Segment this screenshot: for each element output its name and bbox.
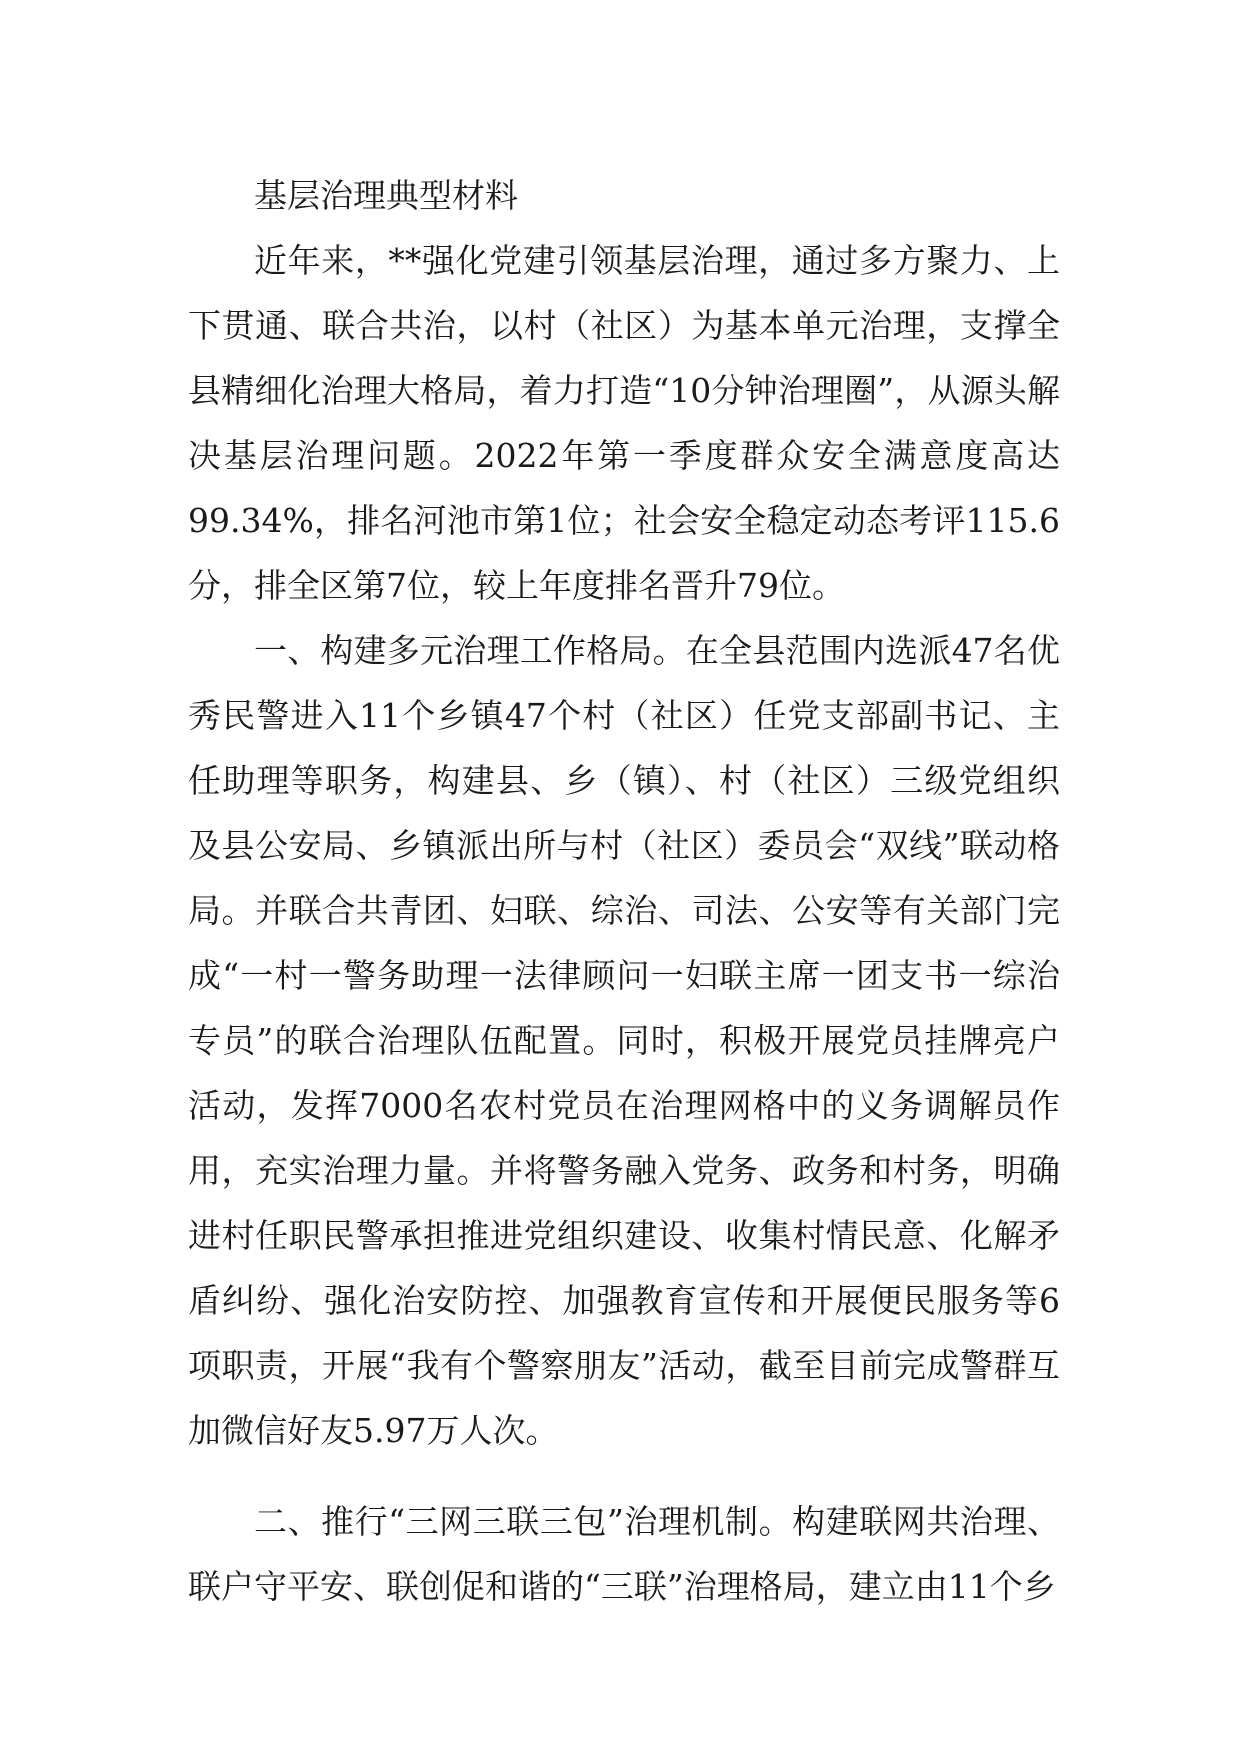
paragraph-section-two: 二、推行“三网三联三包”治理机制。构建联网共治理、联户守平安、联创促和谐的“三联”治理格局，建立由11个乡 xyxy=(188,1502,1060,1606)
document-body xyxy=(188,163,1060,1619)
paragraph-section-one: 一、构建多元治理工作格局。在全县范围内选派47名优秀民警进入11个乡镇47个村（社区）任党支部副书记、主任助理等职务，构建县、乡（镇）、村（社区）三级党组织及县公安局、乡镇派出所与村（社区）委员会“双线”联动格局。并联合共青团、妇联、综治、司法、公安等有关部门完成“一村一警务助理一法律顾问一妇联主席一团支书一综治专员”的联合治理队伍配置。同时，积极开展党员挂牌亮户活动，发挥7000名农村党员在治理网格中的义务调解员作用，充实治理力量。并将警务融入党务、政务和村务，明确进村任职民警承担推进党组织建设、收集村情民意、化解矛盾纠纷、强化治安防控、加强教育宣传和开展便民服务等6项职责，开展“我有个警察朋友”活动，截至目前完成警群互加微信好友5.97万人次。 xyxy=(188,631,1060,1450)
document-title: 基层治理典型材料 xyxy=(254,176,518,215)
paragraph-intro: 近年来，**强化党建引领基层治理，通过多方聚力、上下贯通、联合共治，以村（社区）为基本单元治理，支撑全县精细化治理大格局，着力打造“10分钟治理圈”，从源头解决基层治理问题。2022年第一季度群众安全满意度高达99.34%，排名河池市第1位；社会安全稳定动态考评115.6分，排全区第7位，较上年度排名晋升79位。 xyxy=(188,241,1060,605)
